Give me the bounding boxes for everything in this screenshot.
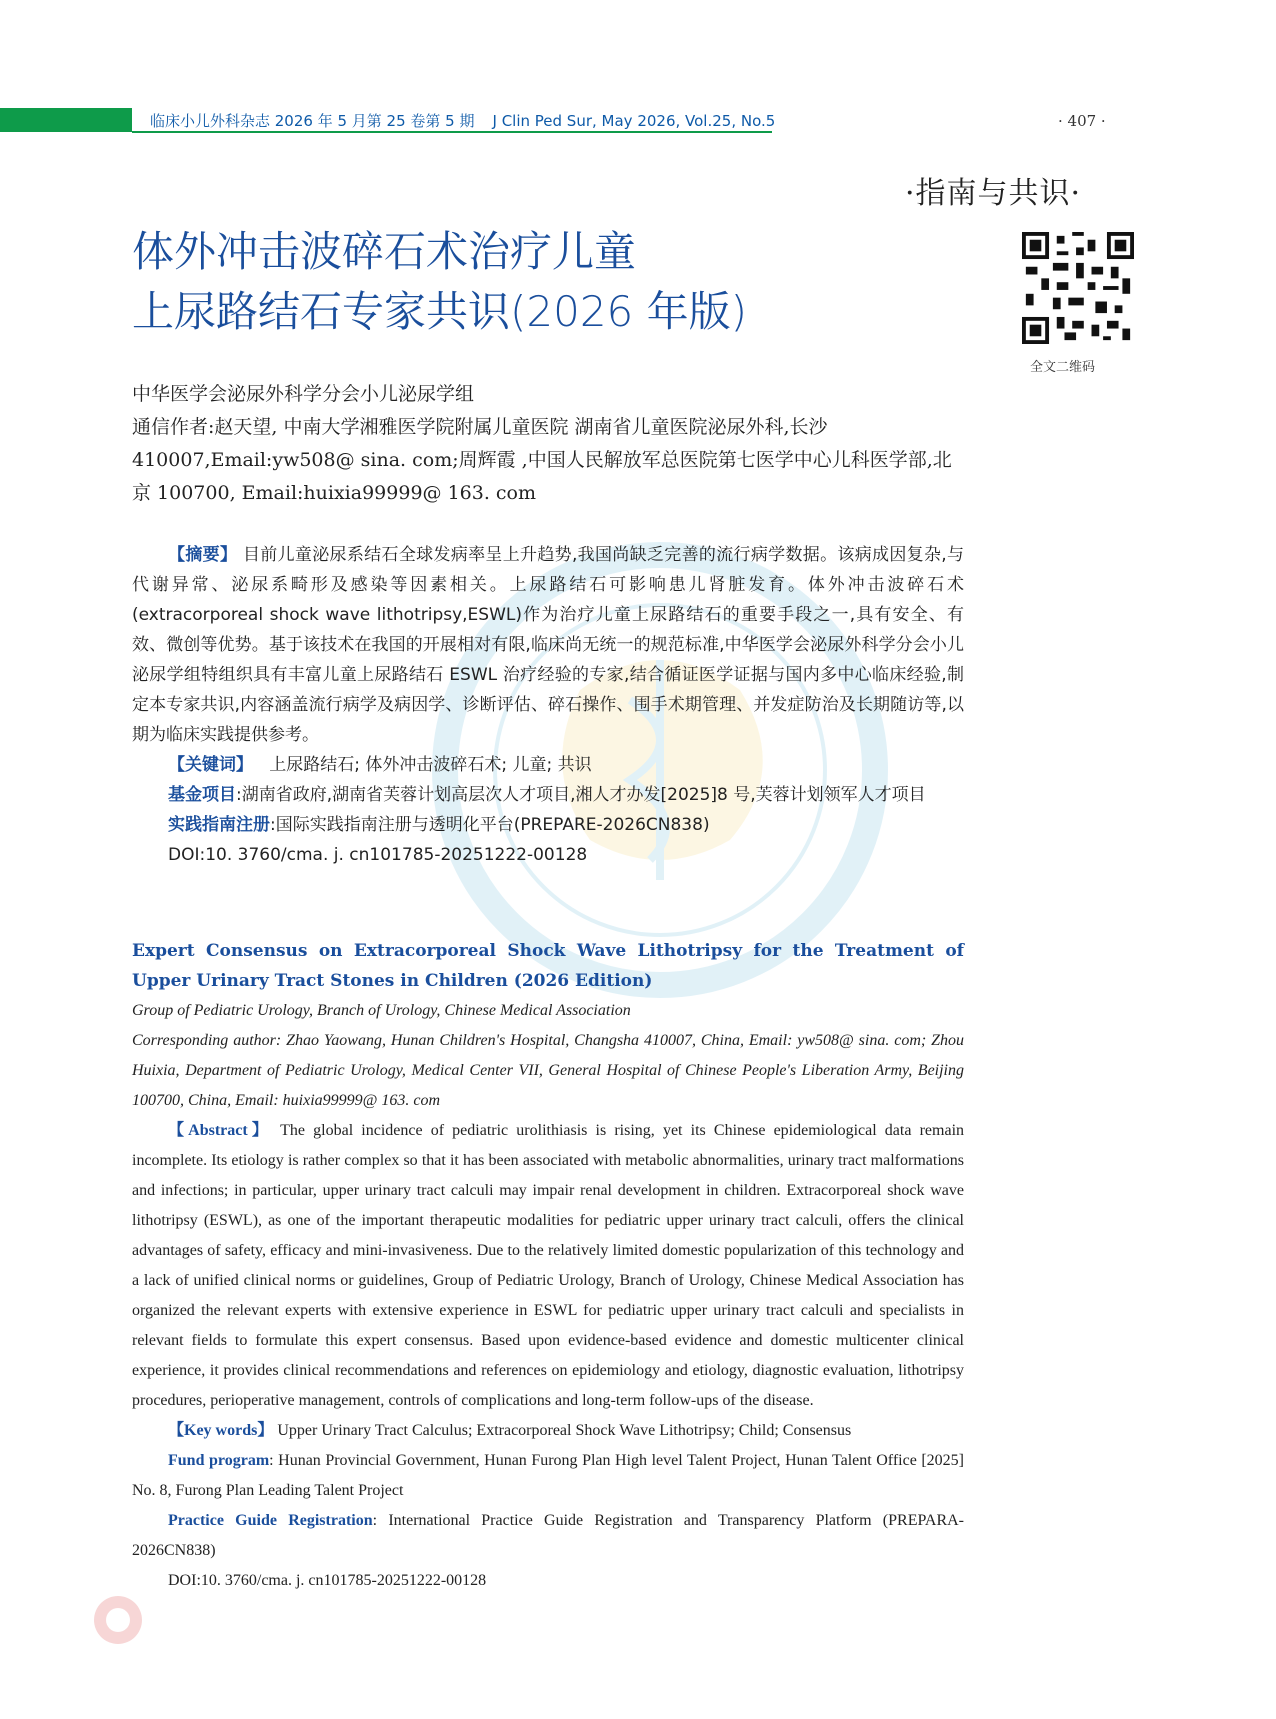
title-line-1: 体外冲击波碎石术治疗儿童	[132, 227, 637, 276]
author-block-cn	[132, 378, 964, 510]
header-color-bar	[0, 108, 132, 132]
publisher-logo-icon	[88, 1590, 178, 1650]
journal-header	[150, 110, 775, 131]
english-group: Group of Pediatric Urology, Branch of Urology, Chinese Medical Association	[132, 1002, 631, 1019]
fund-cn-text: :湖南省政府,湖南省芙蓉计划高层次人才项目,湘人才办发[2025]8 号,芙蓉计划领军人才项目	[236, 785, 926, 805]
fund-cn-label: 基金项目	[168, 785, 236, 805]
english-registration-label: Practice Guide Registration	[168, 1512, 373, 1529]
abstract-cn-label: 【摘要】	[168, 545, 238, 565]
english-abstract-text: The global incidence of pediatric urolithiasis is rising, yet its Chinese epidemiological data remain incomplete. Its etiology is rather complex so that it has been associated with metabolic abnormalities, urinary tract malformations and infections; in particular, upper urinary tract calculi may impair renal development in children. Extracorporeal shock wave lithotripsy (ESWL), as one of the important therapeutic modalities for pediatric upper urinary tract calculi, offers the clinical advantages of safety, efficacy and mini-invasiveness. Due to the relatively limited domestic popularization of this technology and a lack of unified clinical norms or guidelines, Group of Pediatric Urology, Branch of Urology, Chinese Medical Association has organized the relevant experts with extensive experience in ESWL for pediatric upper urinary tract calculi and specialists in relevant fields to formulate this expert consensus. Based upon evidence-based evidence and domestic multicenter clinical experience, it provides clinical recommendations and references on epidemiology and etiology, diagnostic evaluation, lithotripsy procedures, perioperative management, controls of complications and long-term follow-ups of the disease.	[132, 1122, 965, 1409]
fund-cn	[132, 780, 964, 810]
english-keywords-text: Upper Urinary Tract Calculus; Extracorporeal Shock Wave Lithotripsy; Child; Consensus	[277, 1422, 852, 1439]
abstract-cn-text: 目前儿童泌尿系结石全球发病率呈上升趋势,我国尚缺乏完善的流行病学数据。该病成因复杂,与代谢异常、泌尿系畸形及感染等因素相关。上尿路结石可影响患儿肾脏发育。体外冲击波碎石术(extracorporeal shock wave lithotripsy,ESWL)作为治疗儿童上尿路结石的重要手段之一,具有安全、有效、微创等优势。基于该技术在我国的开展相对有限,临床尚无统一的规范标准,中华医学会泌尿外科学分会小儿泌尿学组特组织具有丰富儿童上尿路结石 ESWL 治疗经验的专家,结合循证医学证据与国内多中心临床经验,制定本专家共识,内容涵盖流行病学及病因学、诊断评估、碎石操作、围手术期管理、并发症防治及长期随访等,以期为临床实践提供参考。	[132, 545, 964, 745]
english-keywords-label: 【Key words】	[168, 1422, 274, 1439]
registration-cn-label: 实践指南注册	[168, 815, 270, 835]
qr-caption: 全文二维码	[1030, 360, 1096, 375]
english-correspondence: Corresponding author: Zhao Yaowang, Hunan Children's Hospital, Changsha 410007, China, Email: yw508@ sina. com; Zhou Huixia, Department of Pediatric Urology, Medical Center VII, General Hospital of Chinese People's Liberation Army, Beijing 100700, China, Email: huixia99999@ 163. com	[132, 1032, 964, 1109]
correspondence-cn: 通信作者:赵天望, 中南大学湘雅医学院附属儿童医院 湖南省儿童医院泌尿外科,长沙 410007,Email:yw508@ sina. com;周辉霞 ,中国人民解放军总医院第七医学中心儿科医学部,北京 100700, Email:huixia99999@ 163. com	[132, 416, 952, 504]
abstract-cn	[132, 540, 964, 870]
english-abstract	[132, 1116, 964, 1416]
registration-cn	[132, 810, 964, 840]
journal-cn: 临床小儿外科杂志 2026 年 5 月第 25 卷第 5 期	[150, 112, 475, 130]
author-group-cn: 中华医学会泌尿外科学分会小儿泌尿学组	[132, 383, 475, 405]
title-line-2: 上尿路结石专家共识(2026 年版)	[132, 287, 748, 336]
section-label: ·指南与共识·	[905, 176, 1082, 211]
english-doi[interactable]: DOI:10. 3760/cma. j. cn101785-20251222-00128	[168, 1572, 487, 1589]
page-number: · 407 ·	[1058, 112, 1106, 130]
keywords-cn-text: 上尿路结石; 体外冲击波碎石术; 儿童; 共识	[269, 755, 592, 775]
abstract-cn-para	[132, 540, 964, 750]
english-registration	[132, 1506, 964, 1566]
english-title: Expert Consensus on Extracorporeal Shock Wave Lithotripsy for the Treatment of Upper Urinary Tract Stones in Children (2026 Edition)	[132, 941, 964, 991]
keywords-cn	[132, 750, 964, 780]
qr-code-icon[interactable]	[1022, 232, 1134, 344]
keywords-cn-label: 【关键词】	[168, 755, 253, 775]
journal-en: J Clin Ped Sur, May 2026, Vol.25, No.5	[492, 112, 776, 130]
header-rule	[132, 131, 772, 133]
english-fund-text: : Hunan Provincial Government, Hunan Furong Plan High level Talent Project, Hunan Talent Office [2025] No. 8, Furong Plan Leading Talent Project	[132, 1452, 965, 1499]
english-keywords	[132, 1416, 964, 1446]
registration-cn-text: :国际实践指南注册与透明化平台(PREPARE-2026CN838)	[270, 815, 710, 835]
article-title	[132, 222, 747, 342]
english-registration-text: : International Practice Guide Registration and Transparency Platform (PREPARA-2026CN838)	[132, 1512, 965, 1559]
english-block	[132, 996, 964, 1596]
english-abstract-label: 【Abstract】	[168, 1122, 272, 1139]
english-fund-label: Fund program	[168, 1452, 270, 1469]
doi-cn[interactable]: DOI:10. 3760/cma. j. cn101785-20251222-00128	[168, 845, 588, 865]
english-fund	[132, 1446, 964, 1506]
